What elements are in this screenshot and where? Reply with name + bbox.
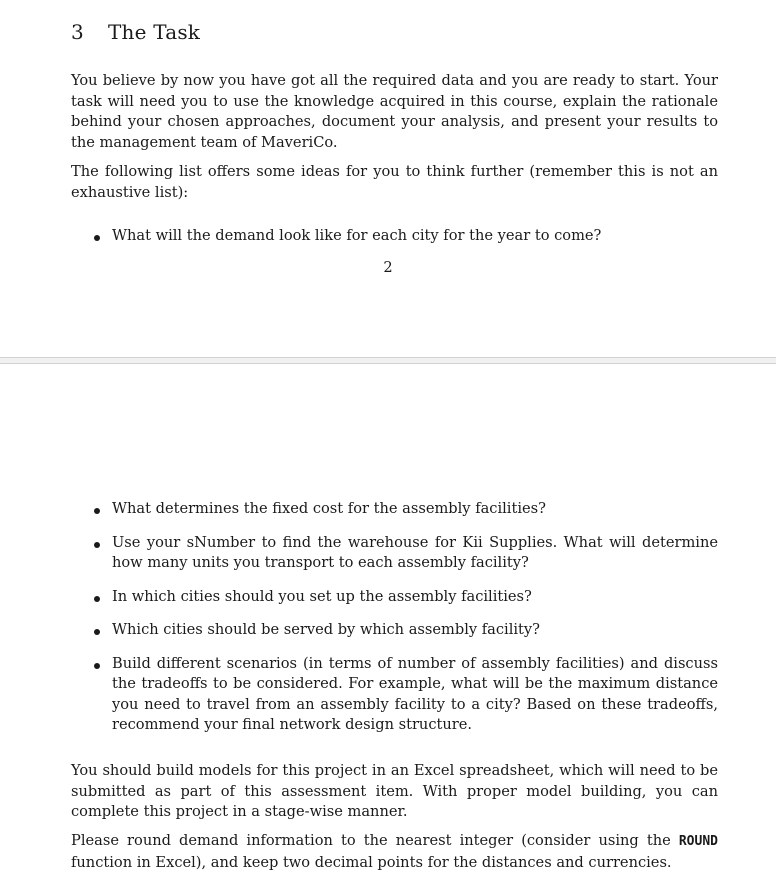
- bullet-icon: [94, 596, 100, 602]
- bullet-icon: [94, 629, 100, 635]
- page-separator: [0, 357, 776, 364]
- section-heading: [71, 20, 200, 44]
- list-item: [0, 654, 718, 736]
- closing-paragraph-1: You should build models for this project in an Excel spreadsheet, which will need to be submitted as part of this assessment item. With proper model building, you can complete this project in a stage-wise manner.: [71, 762, 718, 820]
- intro-paragraph: You believe by now you have got all the required data and you are ready to start. Your task will need you to use the knowledge acquired in this course, explain the rationale behind your chosen approaches, document your analysis, and present your results to the management team of MaveriCo.: [71, 72, 718, 151]
- list-item: [0, 620, 718, 641]
- page-top: [0, 0, 776, 357]
- list-item-text: What will the demand look like for each city for the year to come?: [112, 227, 602, 244]
- bullet-list-page2: [0, 499, 718, 736]
- page-number: 2: [383, 259, 393, 276]
- list-item-text: In which cities should you set up the assembly facilities?: [112, 587, 532, 605]
- bullet-icon: [94, 508, 100, 514]
- list-item: [0, 533, 718, 574]
- list-item-text: What determines the fixed cost for the assembly facilities?: [112, 500, 546, 517]
- list-item-text: Build different scenarios (in terms of number of assembly facilities) and discuss the tradeoffs to be considered. For example, what will be the maximum distance you need to travel from an assembly facility to a city? Based on these tradeoffs, recommend your final network design structure.: [112, 654, 718, 733]
- closing-paragraph-2: [71, 831, 718, 873]
- list-item-text: Which cities should be served by which assembly facility?: [112, 621, 540, 638]
- list-item: [0, 499, 718, 520]
- page-bottom: [0, 364, 776, 896]
- closing-text-after: function in Excel), and keep two decimal points for the distances and currencies.: [71, 853, 672, 871]
- list-item: [0, 226, 718, 247]
- section-number: 3: [71, 20, 84, 44]
- section-title: The Task: [108, 20, 201, 44]
- bullet-icon: [94, 235, 100, 241]
- list-intro-paragraph: The following list offers some ideas for you to think further (remember this is not an exhaustive list):: [71, 163, 718, 201]
- bullet-icon: [94, 663, 100, 669]
- list-item: [0, 587, 718, 608]
- bullet-list-page1: [0, 226, 718, 247]
- closing-text-before: Please round demand information to the nearest integer (consider using the: [71, 832, 679, 849]
- bullet-icon: [94, 542, 100, 548]
- round-function-code: ROUND: [678, 834, 718, 849]
- list-item-text: Use your sNumber to find the warehouse for Kii Supplies. What will determine how many units you transport to each assembly facility?: [112, 533, 718, 571]
